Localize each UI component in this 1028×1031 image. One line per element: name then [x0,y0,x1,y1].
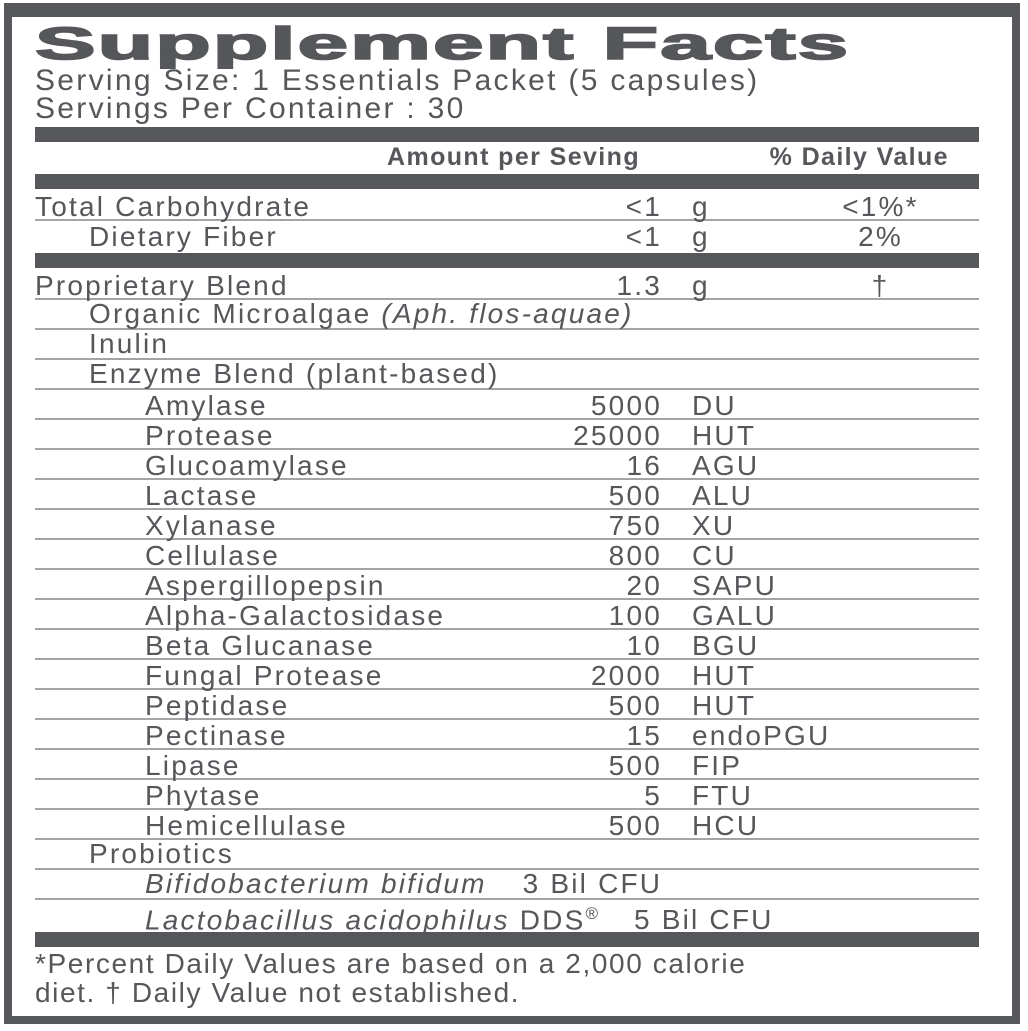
ingredient-row [35,810,979,840]
ingredient-name [35,360,504,388]
ingredient-row [35,270,979,300]
ingredient-name-text: Xylanase [145,510,278,541]
ingredient-daily-value: <1%* [842,191,919,222]
ingredient-name [35,572,504,600]
ingredient-row [35,360,979,390]
ingredient-name [35,223,504,251]
ingredient-row [35,780,979,810]
daily-value-column-header: % Daily Value [769,142,949,171]
ingredient-name-text: Hemicellulase [145,810,348,841]
ingredient-name [35,482,504,510]
ingredient-row [35,870,979,900]
ingredient-name-text: Total Carbohydrate [35,191,312,222]
ingredient-name [35,542,504,570]
ingredient-name-text: Peptidase [145,690,290,721]
ingredient-amount: 800 [608,540,662,571]
ingredient-name-text: Protease [145,420,275,451]
ingredient-row [35,690,979,720]
ingredient-name-text: Lipase [145,750,241,781]
ingredient-amount: 15 [626,720,662,751]
amount-column-header: Amount per Seving [387,142,640,171]
section-divider-bar [35,253,979,268]
ingredient-daily-value: 2% [858,221,903,252]
ingredient-name [35,870,979,898]
ingredient-unit: endoPGU [692,720,831,751]
ingredient-row [35,330,979,360]
ingredient-unit: XU [692,510,736,541]
ingredient-name [35,722,504,750]
ingredient-row [35,191,979,221]
ingredient-name [35,452,504,480]
ingredient-name-text: Phytase [145,780,262,811]
ingredient-amount: 5 Bil CFU [633,904,774,936]
ingredient-unit: HCU [692,810,760,841]
ingredient-name [35,662,504,690]
ingredient-row [35,660,979,690]
ingredient-rows [35,191,979,947]
ingredient-name [35,632,504,660]
ingredient-name-text: Lactase [145,480,259,511]
ingredient-row [35,300,979,330]
ingredient-unit: GALU [692,600,778,631]
ingredient-amount: 2000 [590,660,662,691]
footnote-line-2: diet. † Daily Value not established. [35,977,521,1008]
ingredient-amount: 1.3 [616,270,662,301]
ingredient-name [35,330,504,358]
ingredient-name [35,812,504,840]
ingredient-row [35,540,979,570]
ingredient-name [35,272,504,300]
ingredient-name-text: Pectinase [145,720,288,751]
ingredient-name [35,300,634,328]
ingredient-amount: 25000 [573,420,662,451]
ingredient-unit: g [692,270,710,301]
ingredient-name [35,392,504,420]
supplement-facts-label [4,3,1020,1024]
ingredient-row [35,720,979,750]
ingredient-unit: SAPU [692,570,778,601]
ingredient-name-text: Amylase [145,390,268,421]
servings-per-container-line: Servings Per Container : 30 [35,92,466,125]
column-header-row [35,144,979,170]
ingredient-name [35,193,504,221]
footnote-line-1: *Percent Daily Values are based on a 2,000 calorie [35,948,747,979]
ingredient-row [35,390,979,420]
ingredient-amount: 5 [644,780,662,811]
ingredient-row [35,420,979,450]
ingredient-name-text: Probiotics [89,838,234,869]
ingredient-name [35,752,504,780]
ingredient-row [35,221,979,251]
ingredient-unit: DU [692,390,737,421]
ingredient-row [35,900,979,936]
ingredient-row [35,750,979,780]
ingredient-unit: HUT [692,420,757,451]
section-divider-bar [35,174,979,189]
ingredient-unit: HUT [692,690,757,721]
ingredient-name-text: Aspergillopepsin [145,570,386,601]
ingredient-amount: 500 [608,750,662,781]
ingredient-amount: 100 [608,600,662,631]
ingredient-amount: 750 [608,510,662,541]
ingredient-unit: HUT [692,660,757,691]
ingredient-amount: 500 [608,810,662,841]
ingredient-name-text: Inulin [89,328,170,359]
ingredient-row [35,450,979,480]
ingredient-amount: 20 [626,570,662,601]
ingredient-name-text: Fungal Protease [145,660,384,691]
ingredient-name-text: Bifidobacterium bifidum [145,868,487,899]
ingredient-name [35,602,504,630]
ingredient-name-text: Alpha-Galactosidase [145,600,446,631]
ingredient-unit: g [692,221,710,252]
registered-trademark-mark: ® [585,904,598,923]
ingredient-name-text: Proprietary Blend [35,270,289,301]
ingredient-name-text: Enzyme Blend (plant-based) [89,358,500,389]
ingredient-name-text: Lactobacillus acidophilus [145,904,510,936]
ingredient-unit: ALU [692,480,754,511]
ingredient-name [35,840,504,868]
ingredient-row [35,630,979,660]
ingredient-row [35,480,979,510]
ingredient-unit: AGU [692,450,760,481]
ingredient-name [35,900,979,934]
ingredient-amount: 16 [626,450,662,481]
ingredient-unit: CU [692,540,737,571]
ingredient-amount: 5000 [590,390,662,421]
ingredient-daily-value: † [871,270,890,301]
ingredient-name [35,512,504,540]
ingredient-amount: 500 [608,480,662,511]
ingredient-amount: 10 [626,630,662,661]
ingredient-name-text: DDS [509,904,586,936]
ingredient-name [35,692,504,720]
ingredient-name-text: (Aph. flos-aquae) [381,298,634,329]
ingredient-row [35,510,979,540]
ingredient-name [35,782,504,810]
ingredient-name-text: Organic Microalgae [89,298,382,329]
ingredient-name-text: Dietary Fiber [89,221,278,252]
ingredient-unit: g [692,191,710,222]
ingredient-amount: 3 Bil CFU [522,868,663,899]
ingredient-unit: BGU [692,630,760,661]
ingredient-name-text: Beta Glucanase [145,630,376,661]
ingredient-name-text: Glucoamylase [145,450,349,481]
ingredient-row [35,600,979,630]
ingredient-amount: <1 [625,221,662,252]
ingredient-amount: <1 [625,191,662,222]
ingredient-row [35,840,979,870]
label-title: Supplement Facts [35,18,851,69]
ingredient-row [35,570,979,600]
ingredient-name-text: Cellulase [145,540,280,571]
ingredient-name [35,422,504,450]
ingredient-unit: FTU [692,780,754,811]
serving-size-line: Serving Size: 1 Essentials Packet (5 capsules) [35,64,760,97]
ingredient-amount: 500 [608,690,662,721]
footnote [35,949,979,1007]
section-divider-bar [35,127,979,142]
ingredient-unit: FIP [692,750,743,781]
